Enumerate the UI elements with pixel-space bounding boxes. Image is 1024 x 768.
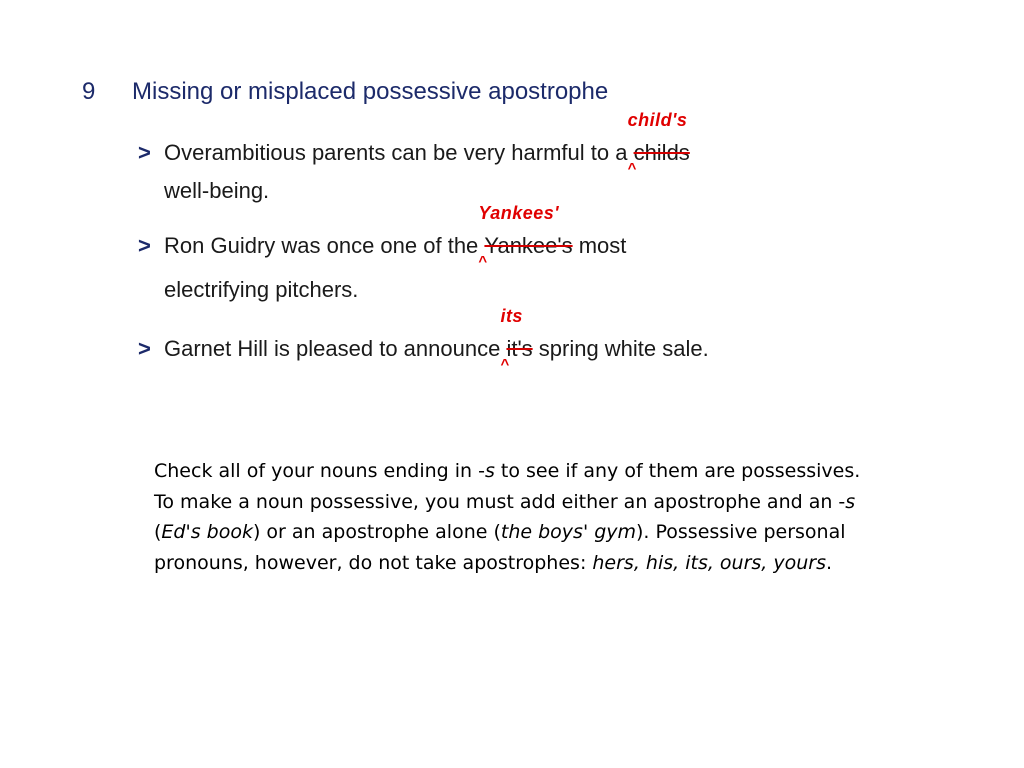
section-title: Missing or misplaced possessive apostrophe bbox=[132, 78, 609, 105]
example-1-wrong: childs bbox=[633, 140, 690, 165]
explanation-pronoun-list: hers, his, its, ours, yours bbox=[592, 551, 826, 574]
explanation-text: to see if any of them are possessives. To make a noun possessive, you must add either an apostrophe and an - bbox=[154, 460, 861, 513]
explanation-suffix: s bbox=[845, 490, 856, 513]
example-2-wrong: Yankee's bbox=[484, 233, 573, 258]
example-3-text: Garnet Hill is pleased to announce bbox=[164, 336, 507, 361]
bullet-arrow-icon: > bbox=[138, 140, 151, 165]
example-2-line-1 bbox=[138, 203, 627, 270]
section-heading bbox=[82, 78, 608, 106]
example-1-line-1 bbox=[138, 110, 690, 177]
example-1-fix: child's bbox=[627, 110, 688, 130]
explanation-text: ( bbox=[154, 521, 162, 543]
section-number: 9 bbox=[82, 78, 96, 105]
insert-caret-icon: ^ bbox=[500, 356, 510, 373]
example-2-line-2: electrifying pitchers. bbox=[164, 277, 359, 302]
example-3-wrong: it's bbox=[506, 336, 533, 361]
explanation-example: the boys' gym bbox=[500, 521, 637, 543]
bullet-arrow-icon: > bbox=[138, 233, 151, 258]
explanation-text: ). Possessive personal pronouns, however, do not take apostrophes: bbox=[154, 521, 846, 574]
explanation-example: Ed's book bbox=[161, 521, 253, 543]
example-2-after: most bbox=[572, 233, 627, 258]
explanation-text: Check all of your nouns ending in - bbox=[154, 460, 485, 482]
example-2-correction bbox=[478, 203, 573, 270]
explanation-suffix: s bbox=[484, 460, 495, 482]
explanation-text: . bbox=[826, 551, 833, 574]
example-3-fix: its bbox=[500, 306, 523, 326]
example-3-after: spring white sale. bbox=[532, 336, 709, 361]
example-1-text: Overambitious parents can be very harmful to a bbox=[164, 140, 634, 165]
explanation-text: ) or an apostrophe alone ( bbox=[252, 521, 501, 543]
example-1-correction bbox=[627, 110, 690, 177]
explanation-paragraph bbox=[154, 456, 874, 578]
example-3-correction bbox=[500, 306, 533, 373]
insert-caret-icon: ^ bbox=[478, 253, 488, 270]
insert-caret-icon: ^ bbox=[627, 160, 637, 177]
example-1-line-2: well-being. bbox=[164, 178, 270, 203]
example-3-line-1 bbox=[138, 306, 709, 373]
bullet-arrow-icon: > bbox=[138, 336, 151, 361]
example-2-fix: Yankees' bbox=[478, 203, 560, 223]
example-2-text: Ron Guidry was once one of the bbox=[164, 233, 485, 258]
